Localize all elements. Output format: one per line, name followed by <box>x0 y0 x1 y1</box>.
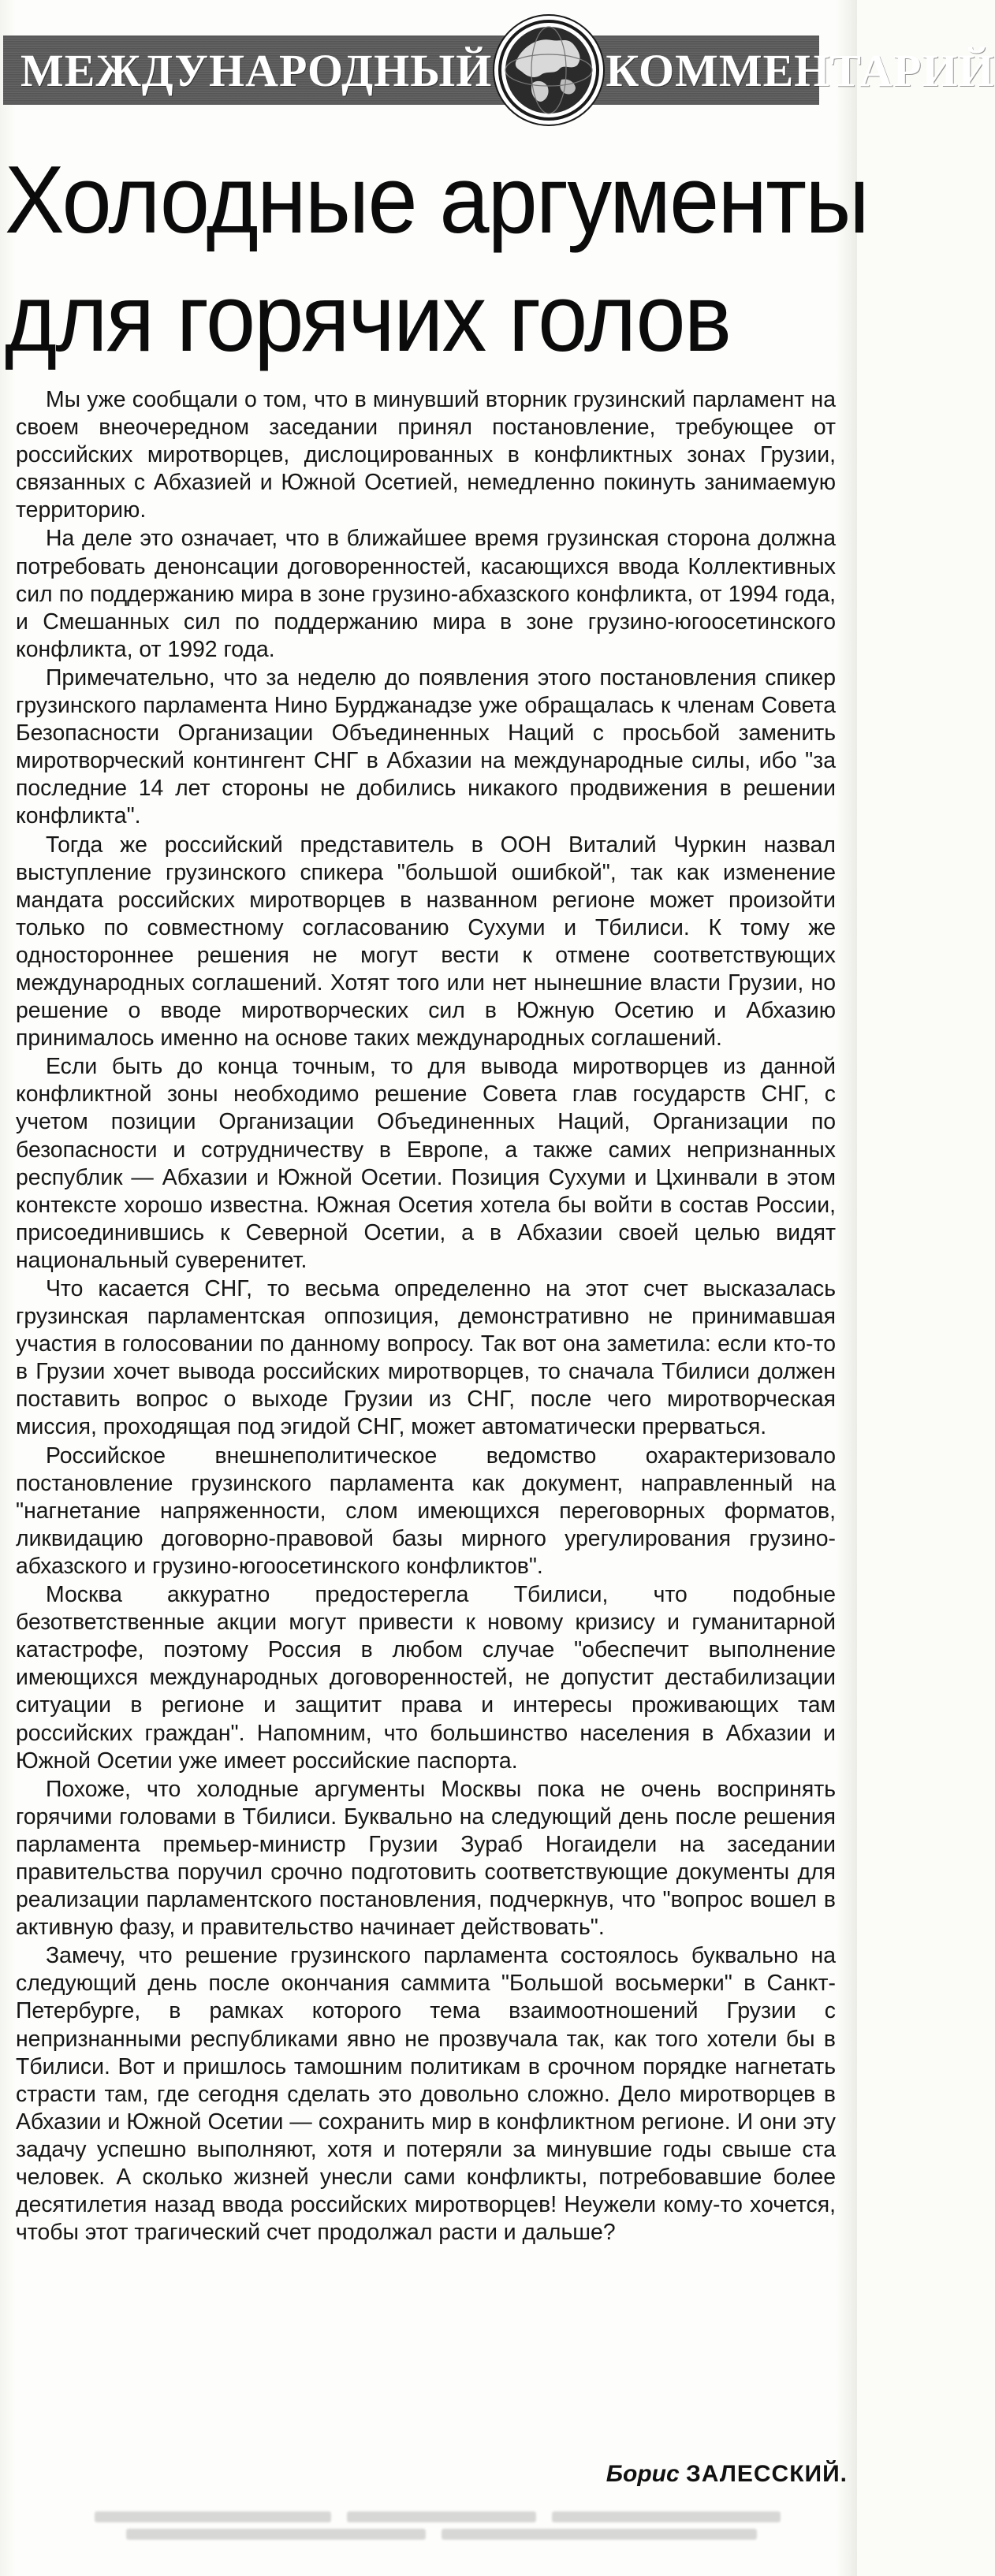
author-last-name: ЗАЛЕССКИЙ. <box>686 2461 848 2487</box>
article-paragraph: Российское внешнеполитическое ведомство охарактеризовало постановление грузинского парламента как документ, направленный на "нагнетание напряженности, слом имеющихся переговорных форматов, ликвидацию договорно-правовой базы мирного урегулирования грузино-абхазского и грузино-югоосетинского конфликтов". <box>16 1442 836 1579</box>
article-body <box>16 386 836 2247</box>
article-paragraph: Москва аккуратно предостерегла Тбилиси, что подобные безответственные акции могут привести к новому кризису и гуманитарной катастрофе, поэтому Россия в любом случае "обеспечит выполнение имеющихся международных договоренностей, не допустит дестабилизации ситуации в регионе и защитит права и интересы проживающих там российских граждан". Напомним, что большинство населения в Абхазии и Южной Осетии уже имеет российские паспорта. <box>16 1582 836 1774</box>
globe-icon <box>492 13 606 127</box>
headline-line-2: для горячих голов <box>5 264 731 371</box>
headline <box>5 140 868 377</box>
banner-left-word: МЕЖДУНАРОДНЫЙ <box>20 44 493 96</box>
author-first-name: Борис <box>606 2461 680 2487</box>
author-signature <box>606 2461 848 2488</box>
article-paragraph: Мы уже сообщали о том, что в минувший вторник грузинский парламент на своем внеочередном заседании принял постановление, требующее от российских миротворцев, дислоцированных в конфликтных зонах Грузии, связанных с Абхазией и Южной Осетией, немедленно покинуть занимаемую территорию. <box>16 387 836 523</box>
article-paragraph: Если быть до конца точным, то для вывода миротворцев из данной конфликтной зоны необходимо решение Совета глав государств СНГ, с учетом позиции Организации Объединенных Наций, Организации по безопасности и сотрудничеству в Европе, а также самих непризнанных республик — Абхазии и Южной Осетии. Позиция Сухуми и Цхинвали в этом контексте хорошо известна. Южная Осетия хотела бы войти в состав России, присоединившись к Северной Осетии, а в Абхазии своей целью видят национальный суверенитет. <box>16 1054 836 1273</box>
section-banner <box>3 35 995 105</box>
article-paragraph: Похоже, что холодные аргументы Москвы пока не очень воспринять горячими головами в Тбилиси. Буквально на следующий день после решения парламента премьер-министр Грузии Зураб Ногаидели на заседании правительства поручил срочно подготовить соответствующие документы для реализации парламентского постановления, подчеркнув, что "вопрос вошел в активную фазу, и правительство начинает действовать". <box>16 1776 836 1941</box>
reverse-side-bleedthrough <box>95 2507 788 2543</box>
article-paragraph: Что касается СНГ, то весьма определенно на этот счет высказалась грузинская парламентская оппозиция, демонстративно не принимавшая участия в голосовании по данному вопросу. Так вот она заметила: если кто-то в Грузии хочет вывода российских миротворцев, то сначала Тбилиси должен поставить вопрос о выходе Грузии из СНГ, после чего миротворческая миссия, проходящая под эгидой СНГ, может автоматически прерваться. <box>16 1276 836 1440</box>
banner-right-word: КОММЕНТАРИЙ <box>606 44 995 96</box>
globe-emblem-svg <box>492 13 606 127</box>
article-paragraph: Тогда же российский представитель в ООН Виталий Чуркин назвал выступление грузинского спикера "большой ошибкой", так как изменение мандата российских миротворцев в названном регионе может произойти только по совместному согласованию Сухуми и Тбилиси. К тому же одностороннее решения не могут вести к отмене соответствующих международных соглашений. Хотят того или нет нынешние власти Грузии, но решение о вводе миротворческих сил в Южную Осетию и Абхазию принималось именно на основе таких международных соглашений. <box>16 832 836 1052</box>
article-paragraph: На деле это означает, что в ближайшее время грузинская сторона должна потребовать денонсации договоренностей, касающихся ввода Коллективных сил по поддержанию мира в зоне грузино-абхазского конфликта, от 1994 года, и Смешанных сил по поддержанию мира в зоне грузино-югоосетинского конфликта, от 1992 года. <box>16 526 836 662</box>
headline-line-1: Холодные аргументы <box>5 146 868 253</box>
article-paragraph: Примечательно, что за неделю до появления этого постановления спикер грузинского парламента Нино Бурджанадзе уже обращалась к членам Совета Безопасности Организации Объединенных Наций с просьбой заменить миротворческий контингент СНГ в Абхазии на международные силы, ибо "за последние 14 лет стороны не добились никакого продвижения в решении конфликта". <box>16 664 836 829</box>
article-paragraph: Замечу, что решение грузинского парламента состоялось буквально на следующий день после окончания саммита "Большой восьмерки" в Санкт-Петербурге, в рамках которого тема взаимоотношений Грузии с непризнанными республиками явно не прозвучала так, как того хотели бы в Тбилиси. Вот и пришлось тамошним политикам в срочном порядке нагнетать страсти там, где сегодня сделать это довольно сложно. Дело миротворцев в Абхазии и Южной Осетии — сохранить мир в конфликтном регионе. И они эту задачу успешно выполняют, хотя и потеряли за минувшие годы свыше ста человек. А сколько жизней унесли сами конфликты, потребовавшие более десятилетия назад ввода российских миротворцев! Неужели кому-то хочется, чтобы этот трагический счет продолжал расти и дальше? <box>16 1943 836 2246</box>
